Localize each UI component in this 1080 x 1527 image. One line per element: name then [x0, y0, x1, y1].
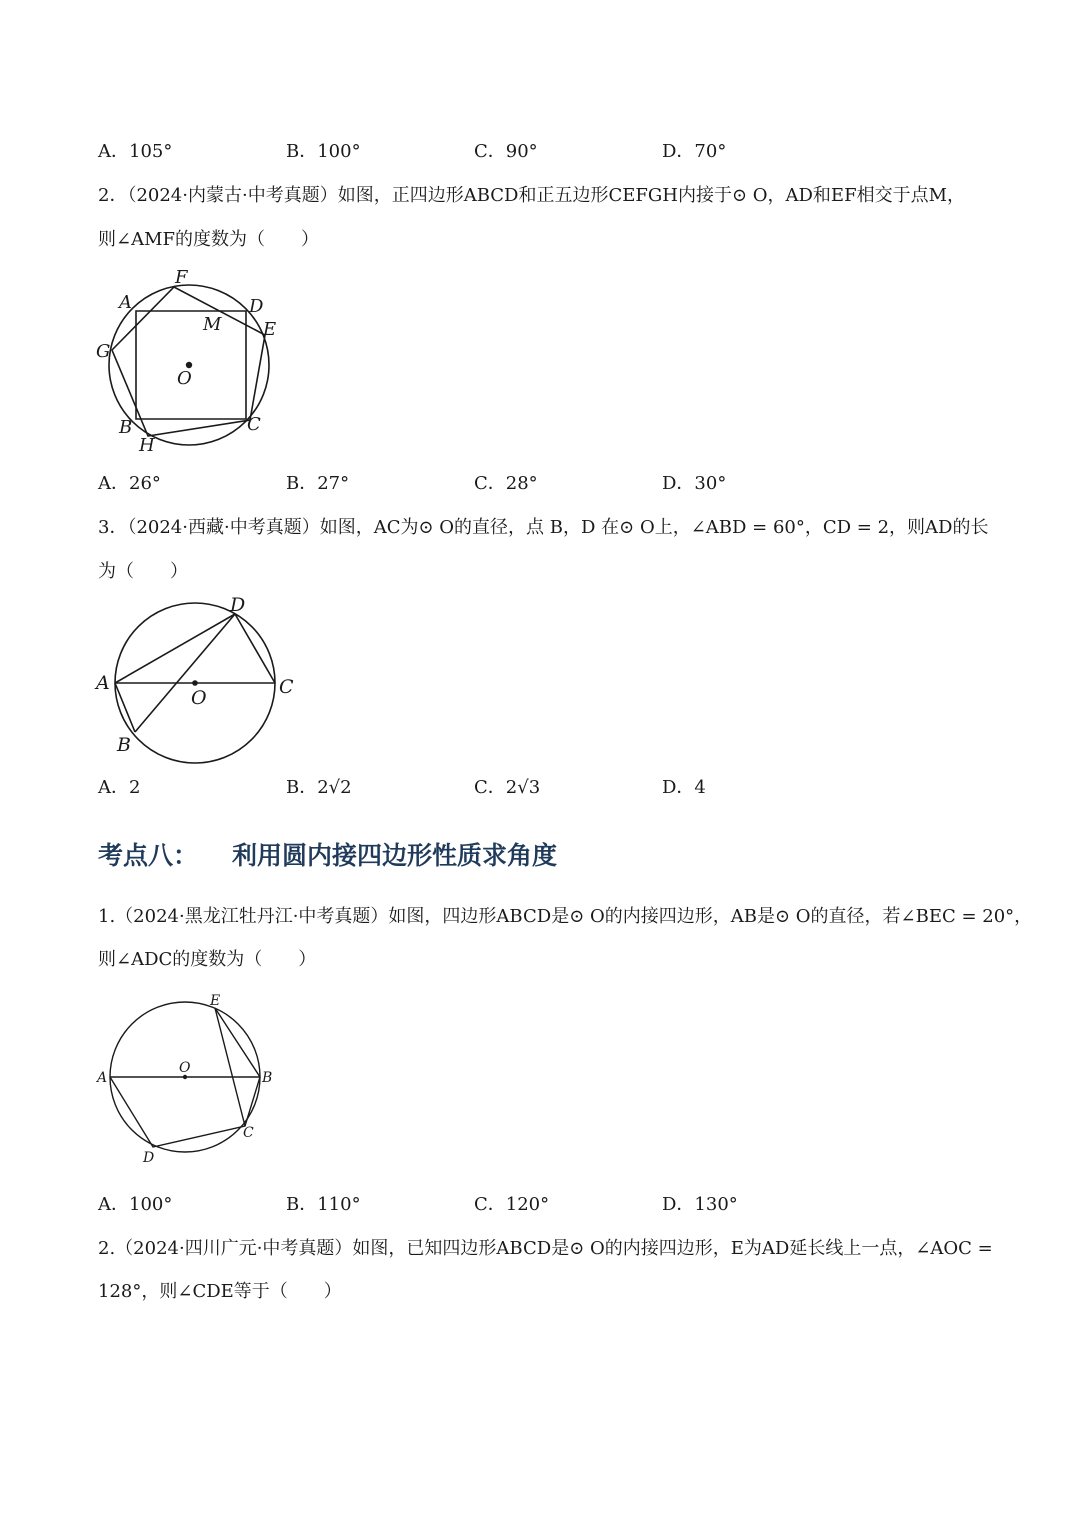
option-a: A．105°	[98, 141, 173, 162]
q2-label-O: O	[177, 368, 192, 389]
q2-text-line1: 2．（2024·内蒙古·中考真题）如图，正四边形ABCD和正五边形CEFGH内接于⊙ O，AD和EF相交于点M，	[98, 185, 965, 206]
q3-label-O: O	[191, 687, 207, 709]
q3-center-dot	[192, 680, 198, 686]
section-label: 考点八：	[98, 841, 199, 870]
s8q1-label-E: E	[210, 993, 221, 1009]
q2-label-A: A	[119, 292, 132, 313]
option-d: D．70°	[662, 141, 727, 162]
s8q1-label-O: O	[179, 1060, 191, 1076]
section-heading	[98, 836, 557, 872]
q2-figure	[95, 265, 295, 460]
option-c: C．90°	[474, 141, 538, 162]
s8q1-label-C: C	[243, 1125, 254, 1141]
q2-label-G: G	[96, 341, 111, 362]
q2-pentagon	[112, 287, 265, 436]
q2-text-line2: 则∠AMF的度数为（ ）	[98, 229, 320, 250]
q3-text-line2: 为（ ）	[98, 561, 188, 582]
s8q1-label-B: B	[262, 1070, 273, 1086]
q3-option-b: B．2√2	[286, 777, 352, 798]
s8q1-option-c: C．120°	[474, 1194, 550, 1215]
q2-label-E: E	[263, 319, 277, 340]
s8q1-option-b: B．110°	[286, 1194, 361, 1215]
s8q1-option-d: D．130°	[662, 1194, 738, 1215]
s8q1-figure	[95, 990, 285, 1165]
q3-text-line1: 3．（2024·西藏·中考真题）如图，AC为⊙ O的直径，点 B，D 在⊙ O上，∠ABD = 60°，CD = 2，则AD的长	[98, 517, 989, 538]
q2-label-B: B	[119, 417, 133, 438]
q3-label-A: A	[96, 672, 110, 694]
q3-option-a: A．2	[98, 777, 141, 798]
s8q1-label-A: A	[97, 1070, 108, 1086]
q2-label-D: D	[249, 296, 264, 317]
q2-label-M: M	[203, 314, 222, 335]
q3-figure	[95, 592, 305, 762]
q3-option-d: D．4	[662, 777, 706, 798]
q2-label-H: H	[139, 435, 155, 456]
s8q1-option-a: A．100°	[98, 1194, 173, 1215]
s8q1-label-D: D	[143, 1150, 155, 1166]
q2-label-F: F	[175, 267, 188, 288]
s8q2-text-line2: 128°，则∠CDE等于（ ）	[98, 1281, 342, 1302]
s8q2-text-line1: 2.（2024·四川广元·中考真题）如图，已知四边形ABCD是⊙ O的内接四边形，E为AD延长线上一点，∠AOC =	[98, 1238, 993, 1259]
q2-option-c: C．28°	[474, 473, 538, 494]
q3-label-B: B	[117, 734, 131, 756]
q2-option-d: D．30°	[662, 473, 727, 494]
section-title: 利用圆内接四边形性质求角度	[232, 841, 558, 870]
q2-option-b: B．27°	[286, 473, 350, 494]
s8q1-text-line1: 1.（2024·黑龙江牡丹江·中考真题）如图，四边形ABCD是⊙ O的内接四边形，AB是⊙ O的直径，若∠BEC = 20°，	[98, 906, 1033, 927]
s8q1-text-line2: 则∠ADC的度数为（ ）	[98, 949, 317, 970]
q3-label-D: D	[230, 594, 246, 616]
q3-option-c: C．2√3	[474, 777, 541, 798]
q2-option-a: A．26°	[98, 473, 161, 494]
q3-label-C: C	[279, 676, 294, 698]
q2-label-C: C	[247, 414, 261, 435]
option-b: B．100°	[286, 141, 361, 162]
